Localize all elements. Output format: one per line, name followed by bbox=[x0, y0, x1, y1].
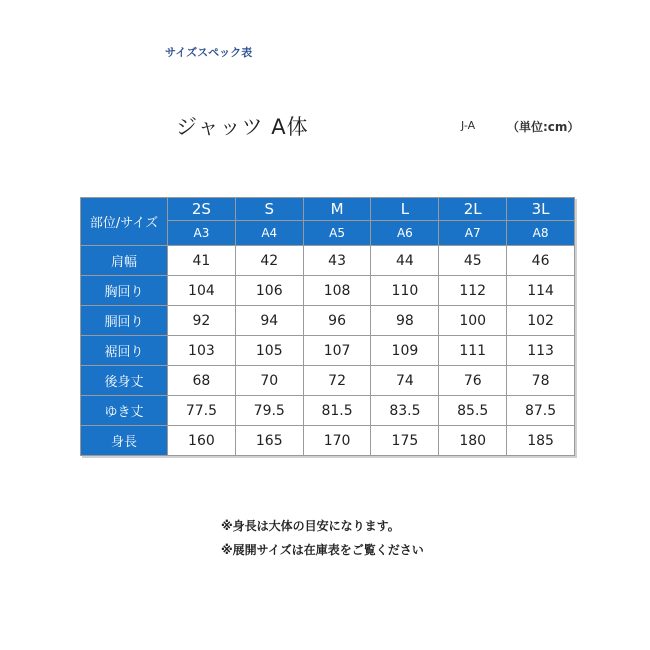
table-cell: 170 bbox=[303, 426, 371, 456]
page-title: ジャッツ A体 bbox=[176, 115, 309, 139]
size-header: S bbox=[235, 198, 303, 221]
table-cell: 87.5 bbox=[507, 396, 575, 426]
table-cell: 111 bbox=[439, 336, 507, 366]
table-cell: 68 bbox=[168, 366, 236, 396]
table-cell: 112 bbox=[439, 276, 507, 306]
table-cell: 114 bbox=[507, 276, 575, 306]
size-spec-table bbox=[80, 197, 575, 456]
table-row bbox=[81, 366, 575, 396]
row-label: 裾回り bbox=[81, 336, 168, 366]
row-label: 胴回り bbox=[81, 306, 168, 336]
table-cell: 74 bbox=[371, 366, 439, 396]
note-line: ※展開サイズは在庫表をご覧ください bbox=[221, 543, 424, 557]
table-cell: 45 bbox=[439, 246, 507, 276]
size-header: 2S bbox=[168, 198, 236, 221]
notes bbox=[221, 514, 424, 562]
size-header: M bbox=[303, 198, 371, 221]
table-cell: 113 bbox=[507, 336, 575, 366]
table-cell: 103 bbox=[168, 336, 236, 366]
size-code-header: A3 bbox=[168, 221, 236, 246]
table-cell: 106 bbox=[235, 276, 303, 306]
table-row bbox=[81, 336, 575, 366]
table-cell: 107 bbox=[303, 336, 371, 366]
table-cell: 100 bbox=[439, 306, 507, 336]
table-cell: 185 bbox=[507, 426, 575, 456]
table-cell: 96 bbox=[303, 306, 371, 336]
table-cell: 108 bbox=[303, 276, 371, 306]
table-cell: 92 bbox=[168, 306, 236, 336]
page-header-label: サイズスペック表 bbox=[165, 46, 253, 59]
table-cell: 77.5 bbox=[168, 396, 236, 426]
table-cell: 76 bbox=[439, 366, 507, 396]
size-code-header: A7 bbox=[439, 221, 507, 246]
size-header: 3L bbox=[507, 198, 575, 221]
row-label: 肩幅 bbox=[81, 246, 168, 276]
table-cell: 72 bbox=[303, 366, 371, 396]
table-cell: 43 bbox=[303, 246, 371, 276]
table-cell: 81.5 bbox=[303, 396, 371, 426]
size-header-row bbox=[81, 198, 575, 221]
table-cell: 109 bbox=[371, 336, 439, 366]
size-code-header: A6 bbox=[371, 221, 439, 246]
table-cell: 110 bbox=[371, 276, 439, 306]
table-row bbox=[81, 276, 575, 306]
size-code-header: A5 bbox=[303, 221, 371, 246]
table-cell: 46 bbox=[507, 246, 575, 276]
table-row bbox=[81, 426, 575, 456]
table-cell: 70 bbox=[235, 366, 303, 396]
table-row bbox=[81, 396, 575, 426]
table-cell: 94 bbox=[235, 306, 303, 336]
row-label: 後身丈 bbox=[81, 366, 168, 396]
table-cell: 105 bbox=[235, 336, 303, 366]
table-cell: 42 bbox=[235, 246, 303, 276]
table-cell: 78 bbox=[507, 366, 575, 396]
size-code-header: A4 bbox=[235, 221, 303, 246]
table-cell: 175 bbox=[371, 426, 439, 456]
table-cell: 79.5 bbox=[235, 396, 303, 426]
corner-header: 部位/サイズ bbox=[81, 198, 168, 246]
size-header: L bbox=[371, 198, 439, 221]
table-cell: 160 bbox=[168, 426, 236, 456]
size-header: 2L bbox=[439, 198, 507, 221]
table-cell: 102 bbox=[507, 306, 575, 336]
unit-label: （単位:cm） bbox=[507, 120, 580, 134]
table-cell: 98 bbox=[371, 306, 439, 336]
row-label: 胸回り bbox=[81, 276, 168, 306]
table-cell: 44 bbox=[371, 246, 439, 276]
table-cell: 85.5 bbox=[439, 396, 507, 426]
note-line: ※身長は大体の目安になります。 bbox=[221, 519, 400, 533]
table-cell: 41 bbox=[168, 246, 236, 276]
table-row bbox=[81, 306, 575, 336]
row-label: ゆき丈 bbox=[81, 396, 168, 426]
table-cell: 165 bbox=[235, 426, 303, 456]
product-code: J-A bbox=[461, 119, 476, 132]
table-cell: 104 bbox=[168, 276, 236, 306]
table-cell: 83.5 bbox=[371, 396, 439, 426]
table-cell: 180 bbox=[439, 426, 507, 456]
table-row bbox=[81, 246, 575, 276]
row-label: 身長 bbox=[81, 426, 168, 456]
size-code-header: A8 bbox=[507, 221, 575, 246]
